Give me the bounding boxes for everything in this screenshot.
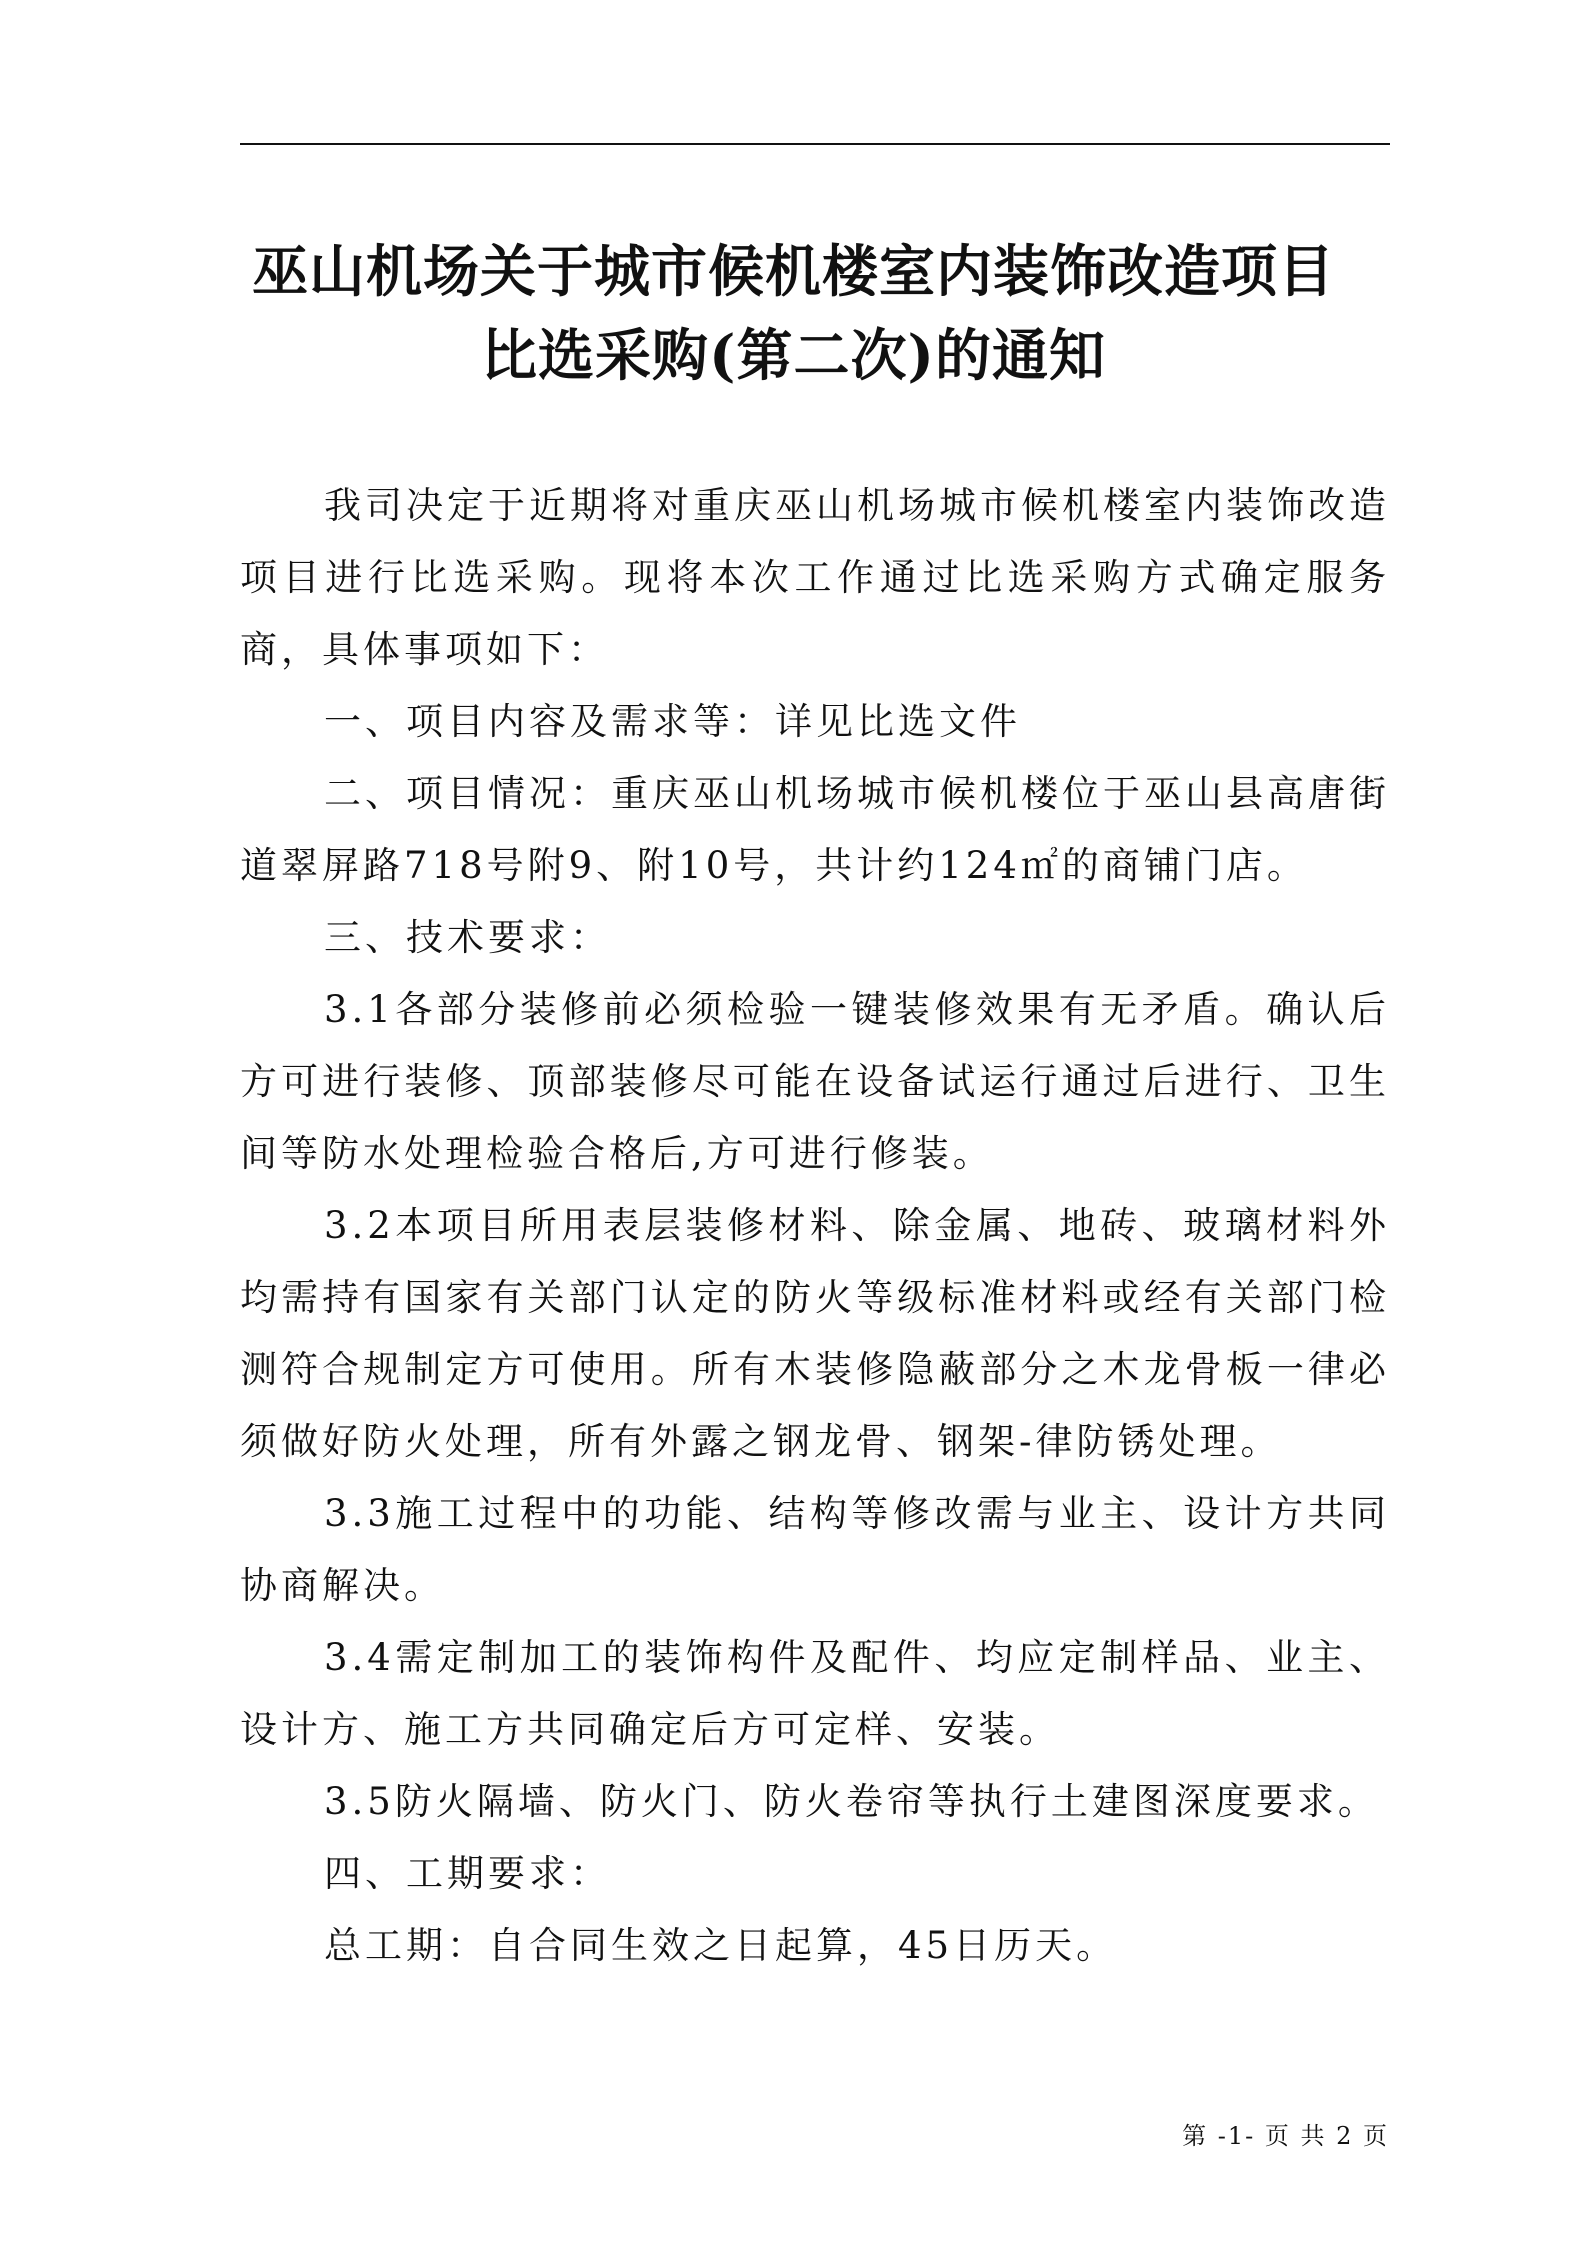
paragraph-section-2: 二、项目情况：重庆巫山机场城市候机楼位于巫山县高唐街道翠屏路718号附9、附10号，共计约124㎡的商铺门店。 bbox=[240, 772, 1390, 887]
header-rule bbox=[240, 143, 1390, 145]
paragraph-3-5: 3.5防火隔墙、防火门、防火卷帘等执行土建图深度要求。 bbox=[324, 1780, 1379, 1823]
paragraph-section-1: 一、项目内容及需求等：详见比选文件 bbox=[324, 700, 1021, 743]
paragraph-3-3: 3.3施工过程中的功能、结构等修改需与业主、设计方共同协商解决。 bbox=[240, 1492, 1390, 1607]
paragraph-section-4-heading: 四、工期要求： bbox=[324, 1852, 611, 1895]
page-number: 第 -1- 页 共 2 页 bbox=[1182, 2122, 1389, 2150]
title-line-2: 比选采购(第二次)的通知 bbox=[481, 323, 1106, 389]
paragraph-duration: 总工期：自合同生效之日起算，45日历天。 bbox=[324, 1924, 1118, 1967]
paragraph-intro: 我司决定于近期将对重庆巫山机场城市候机楼室内装饰改造项目进行比选采购。现将本次工作通过比选采购方式确定服务商，具体事项如下： bbox=[240, 484, 1390, 671]
title-line-1: 巫山机场关于城市候机楼室内装饰改造项目 bbox=[252, 239, 1335, 305]
paragraph-3-2: 3.2本项目所用表层装修材料、除金属、地砖、玻璃材料外均需持有国家有关部门认定的防火等级标准材料或经有关部门检测符合规制定方可使用。所有木装修隐蔽部分之木龙骨板一律必须做好防火处理，所有外露之钢龙骨、钢架-律防锈处理。 bbox=[240, 1204, 1390, 1463]
paragraph-3-4: 3.4需定制加工的装饰构件及配件、均应定制样品、业主、设计方、施工方共同确定后方可定样、安装。 bbox=[240, 1636, 1390, 1751]
paragraph-section-3-heading: 三、技术要求： bbox=[324, 916, 611, 959]
document-body bbox=[240, 470, 1390, 1982]
document-title bbox=[180, 230, 1407, 398]
paragraph-3-1: 3.1各部分装修前必须检验一键装修效果有无矛盾。确认后方可进行装修、顶部装修尽可能在设备试运行通过后进行、卫生间等防水处理检验合格后,方可进行修装。 bbox=[240, 988, 1390, 1175]
